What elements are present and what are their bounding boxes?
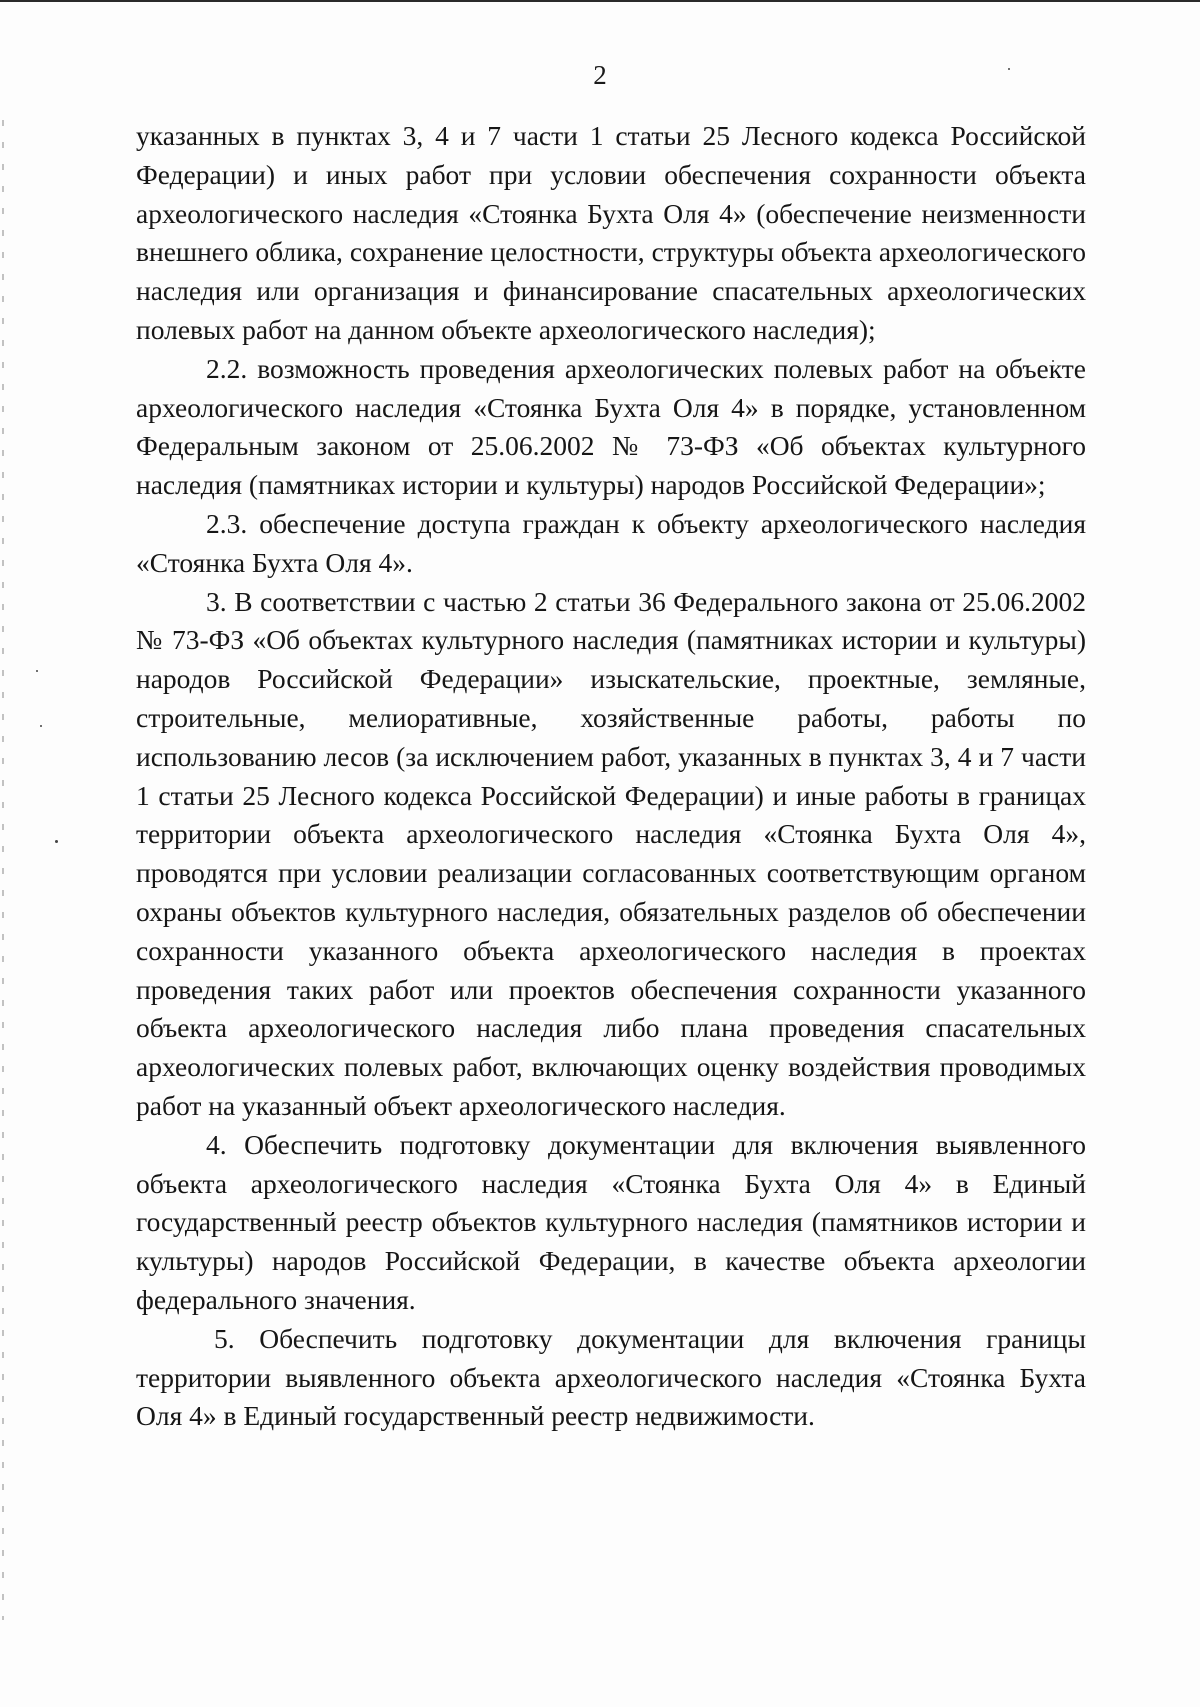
scan-speck [36, 670, 38, 672]
paragraph-2-3: 2.3. обеспечение доступа граждан к объекту археологического наследия «Стоянка Бухта Оля 4». [136, 507, 1086, 578]
scan-speck [40, 725, 42, 727]
paragraph-4: 4. Обеспечить подготовку документации для включения выявленного объекта археологического наследия «Стоянка Бухта Оля 4» в Единый государственный реестр объектов культурного наследия (памятников истории и культуры) народов Российской Федерации, в качестве объекта археологии федерального значения. [136, 1128, 1086, 1315]
paragraph-2-2: 2.2. возможность проведения археологических полевых работ на объекте археологического наследия «Стоянка Бухта Оля 4» в порядке, установленном Федеральным законом от 25.06.2002 № 73-ФЗ «Об объектах культурного наследия (памятниках истории и культуры) народов Российской Федерации»; [136, 352, 1086, 501]
scan-left-edge-marks [2, 120, 4, 1620]
document-body [136, 117, 1086, 1436]
page-number: 2 [593, 60, 607, 90]
paragraph-3: 3. В соответствии с частью 2 статьи 36 Федерального закона от 25.06.2002 № 73-ФЗ «Об объектах культурного наследия (памятниках истории и культуры) народов Российской Федерации» изыскательские, проектные, земляные, строительные, мелиоративные, хозяйственные работы, работы по использованию лесов (за исключением работ, указанных в пунктах 3, 4 и 7 части 1 статьи 25 Лесного кодекса Российской Федерации) и иные работы в границах территории объекта археологического наследия «Стоянка Бухта Оля 4», проводятся при условии реализации согласованных соответствующим органом охраны объектов культурного наследия, обязательных разделов об обеспечении сохранности указанного объекта археологического наследия в проектах проведения таких работ или проектов обеспечения сохранности указанного объекта археологического наследия либо плана проведения спасательных археологических полевых работ, включающих оценку воздействия проводимых работ на указанный объект археологического наследия. [136, 585, 1086, 1121]
scan-top-edge [0, 0, 1200, 2]
paragraph-5: 5. Обеспечить подготовку документации для включения границы территории выявленного объекта археологического наследия «Стоянка Бухта Оля 4» в Единый государственный реестр недвижимости. [136, 1322, 1086, 1432]
scan-speck [55, 840, 58, 843]
paragraph-continuation: указанных в пунктах 3, 4 и 7 части 1 статьи 25 Лесного кодекса Российской Федерации) и иных работ при условии обеспечения сохранности объекта археологического наследия «Стоянка Бухта Оля 4» (обеспечение неизменности внешнего облика, сохранение целостности, структуры объекта археологического наследия или организация и финансирование спасательных археологических полевых работ на данном объекте археологического наследия); [136, 120, 1086, 345]
